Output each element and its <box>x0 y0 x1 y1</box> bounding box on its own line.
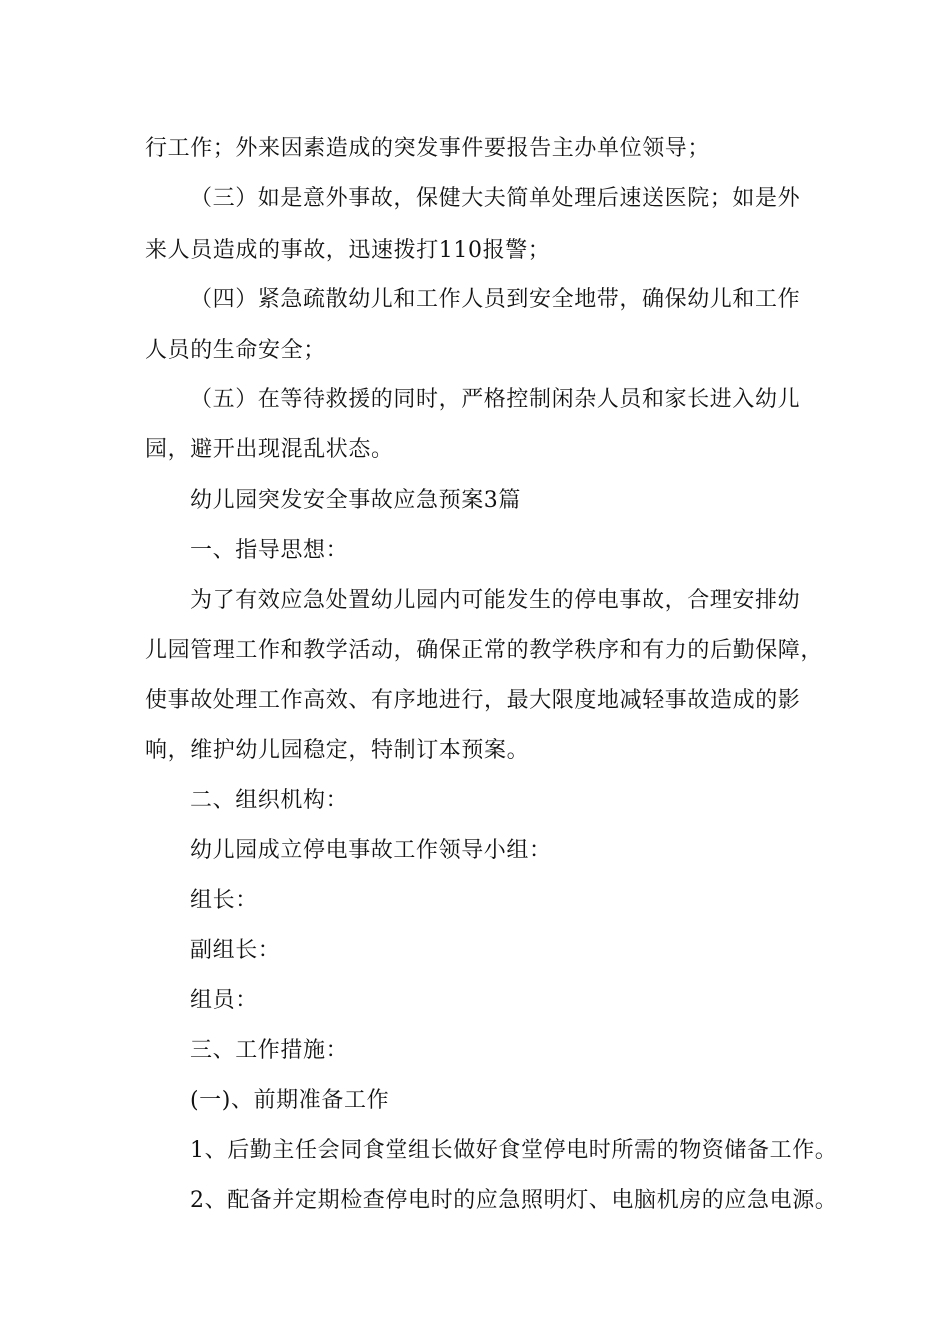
paragraph-line: （五）在等待救援的同时，严格控制闲杂人员和家长进入幼儿 <box>190 387 801 412</box>
section-heading: 三、工作措施： <box>190 1038 349 1063</box>
paragraph-line: 人员的生命安全； <box>145 338 326 363</box>
list-item: 1、后勤主任会同食堂组长做好食堂停电时所需的物资储备工作。 <box>190 1138 838 1163</box>
paragraph-line: 行工作；外来因素造成的突发事件要报告主办单位领导； <box>145 136 711 161</box>
list-item: 2、配备并定期检查停电时的应急照明灯、电脑机房的应急电源。 <box>190 1188 838 1213</box>
paragraph-line: 来人员造成的事故，迅速拨打110报警； <box>145 238 551 263</box>
paragraph-line: 副组长： <box>190 938 281 963</box>
paragraph-line: 使事故处理工作高效、有序地进行，最大限度地减轻事故造成的影 <box>145 688 801 713</box>
section-heading: 一、指导思想： <box>190 538 349 563</box>
subsection-heading: (一)、前期准备工作 <box>190 1088 390 1113</box>
section-title: 幼儿园突发安全事故应急预案3篇 <box>190 488 521 513</box>
paragraph-line: 儿园管理工作和教学活动，确保正常的教学秩序和有力的后勤保障， <box>145 638 824 663</box>
paragraph-line: （三）如是意外事故，保健大夫简单处理后速送医院；如是外 <box>190 186 801 211</box>
paragraph-line: 园，避开出现混乱状态。 <box>145 437 394 462</box>
paragraph-line: 为了有效应急处置幼儿园内可能发生的停电事故，合理安排幼 <box>190 588 801 613</box>
paragraph-line: （四）紧急疏散幼儿和工作人员到安全地带，确保幼儿和工作 <box>190 287 801 312</box>
paragraph-line: 幼儿园成立停电事故工作领导小组： <box>190 838 552 863</box>
paragraph-line: 响，维护幼儿园稳定，特制订本预案。 <box>145 738 530 763</box>
paragraph-line: 组长： <box>190 888 258 913</box>
section-heading: 二、组织机构： <box>190 788 349 813</box>
paragraph-line: 组员： <box>190 988 258 1013</box>
